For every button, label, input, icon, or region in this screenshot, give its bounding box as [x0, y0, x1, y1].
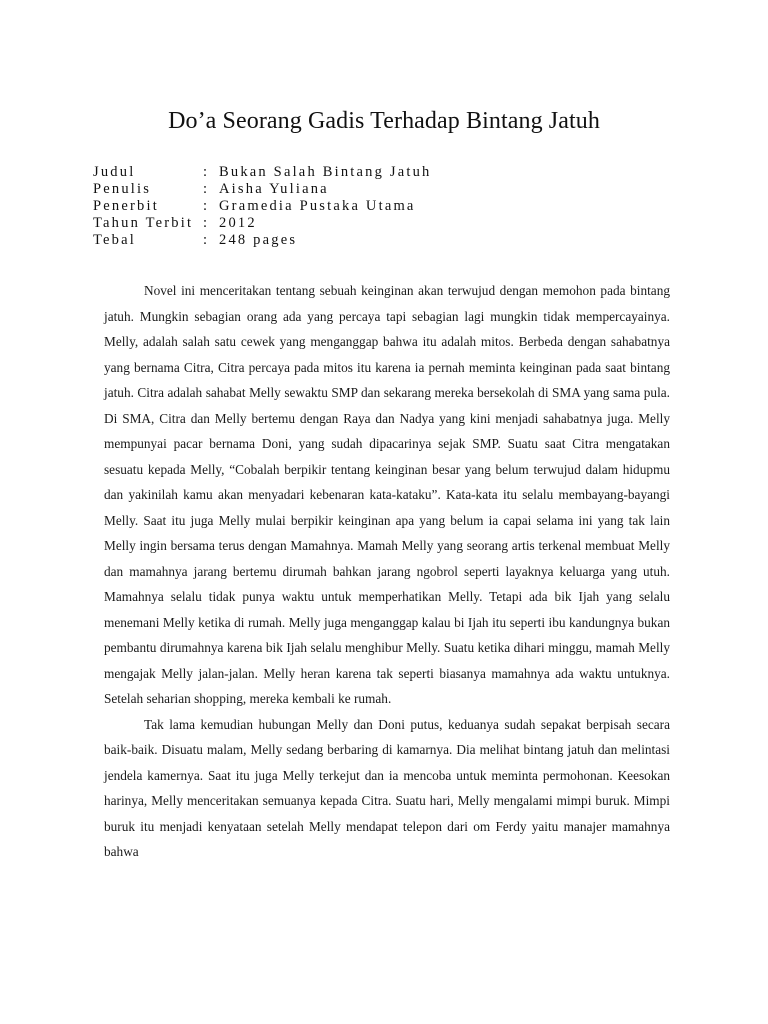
metadata-separator: : [203, 181, 210, 197]
document-body [104, 278, 670, 865]
metadata-row-penulis [93, 181, 431, 198]
metadata-value: Gramedia Pustaka Utama [219, 198, 416, 214]
metadata-value: 248 pages [219, 232, 298, 248]
body-paragraph-2: Tak lama kemudian hubungan Melly dan Doni putus, keduanya sudah sepakat berpisah secara baik-baik. Disuatu malam, Melly sedang berbaring di kamarnya. Dia melihat bintang jatuh dan melintasi jendela kamernya. Saat itu juga Melly terkejut dan ia mencoba untuk meminta permohonan. Keesokan harinya, Melly menceritakan semuanya kepada Citra. Suatu hari, Melly mengalami mimpi buruk. Mimpi buruk itu menjadi kenyataan setelah Melly mendapat telepon dari om Ferdy yaitu manajer mamahnya bahwa [104, 716, 670, 859]
metadata-label: Penulis [93, 181, 152, 197]
document-title: Do’a Seorang Gadis Terhadap Bintang Jatuh [168, 108, 600, 134]
metadata-value: 2012 [219, 215, 257, 231]
metadata-row-judul [93, 164, 431, 181]
book-metadata [93, 164, 431, 249]
metadata-label: Judul [93, 164, 136, 180]
metadata-separator: : [203, 164, 210, 180]
metadata-label: Tahun Terbit [93, 215, 194, 231]
metadata-value: Bukan Salah Bintang Jatuh [219, 164, 432, 180]
metadata-row-tebal [93, 232, 431, 249]
body-paragraph-1: Novel ini menceritakan tentang sebuah keinginan akan terwujud dengan memohon pada bintang jatuh. Mungkin sebagian orang ada yang percaya tapi sebagian lagi mungkin tidak mempercayainya. Melly, adalah salah satu cewek yang menganggap bahwa itu adalah mitos. Berbeda dengan sahabatnya yang bernama Citra, Citra percaya pada mitos itu karena ia pernah meminta keinginan pada saat bintang jatuh. Citra adalah sahabat Melly sewaktu SMP dan sekarang mereka bersekolah di SMA yang sama pula. Di SMA, Citra dan Melly bertemu dengan Raya dan Nadya yang kini menjadi sahabatnya juga. Melly mempunyai pacar bernama Doni, yang sudah dipacarinya sejak SMP. Suatu saat Citra mengatakan sesuatu kepada Melly, “Cobalah berpikir tentang keinginan besar yang belum terwujud dalam hidupmu dan yakinilah kamu akan menyadari kebenaran kata-kataku”. Kata-kata itu selalu membayang-bayangi Melly. Saat itu juga Melly mulai berpikir keinginan apa yang belum ia capai selama ini yang tak lain Melly ingin bersama terus dengan Mamahnya. Mamah Melly yang seorang artis terkenal membuat Melly dan mamahnya jarang bertemu dirumah bahkan jarang ngobrol seperti layaknya keluarga yang utuh. Mamahnya selalu tidak punya waktu untuk memperhatikan Melly. Tetapi ada bik Ijah yang selalu menemani Melly ketika di rumah. Melly juga menganggap kalau bi Ijah itu seperti ibu kandungnya bukan pembantu dirumahnya karena bik Ijah selalu menghibur Melly. Suatu ketika dihari minggu, mamah Melly mengajak Melly jalan-jalan. Melly heran karena tak seperti biasanya mamahnya ada waktu untuknya. Setelah seharian shopping, mereka kembali ke rumah. [104, 283, 670, 706]
metadata-separator: : [203, 198, 210, 214]
metadata-row-tahun-terbit [93, 215, 431, 232]
metadata-label: Penerbit [93, 198, 159, 214]
metadata-row-penerbit [93, 198, 431, 215]
metadata-separator: : [203, 232, 210, 248]
metadata-value: Aisha Yuliana [219, 181, 329, 197]
metadata-separator: : [203, 215, 210, 231]
metadata-label: Tebal [93, 232, 136, 248]
